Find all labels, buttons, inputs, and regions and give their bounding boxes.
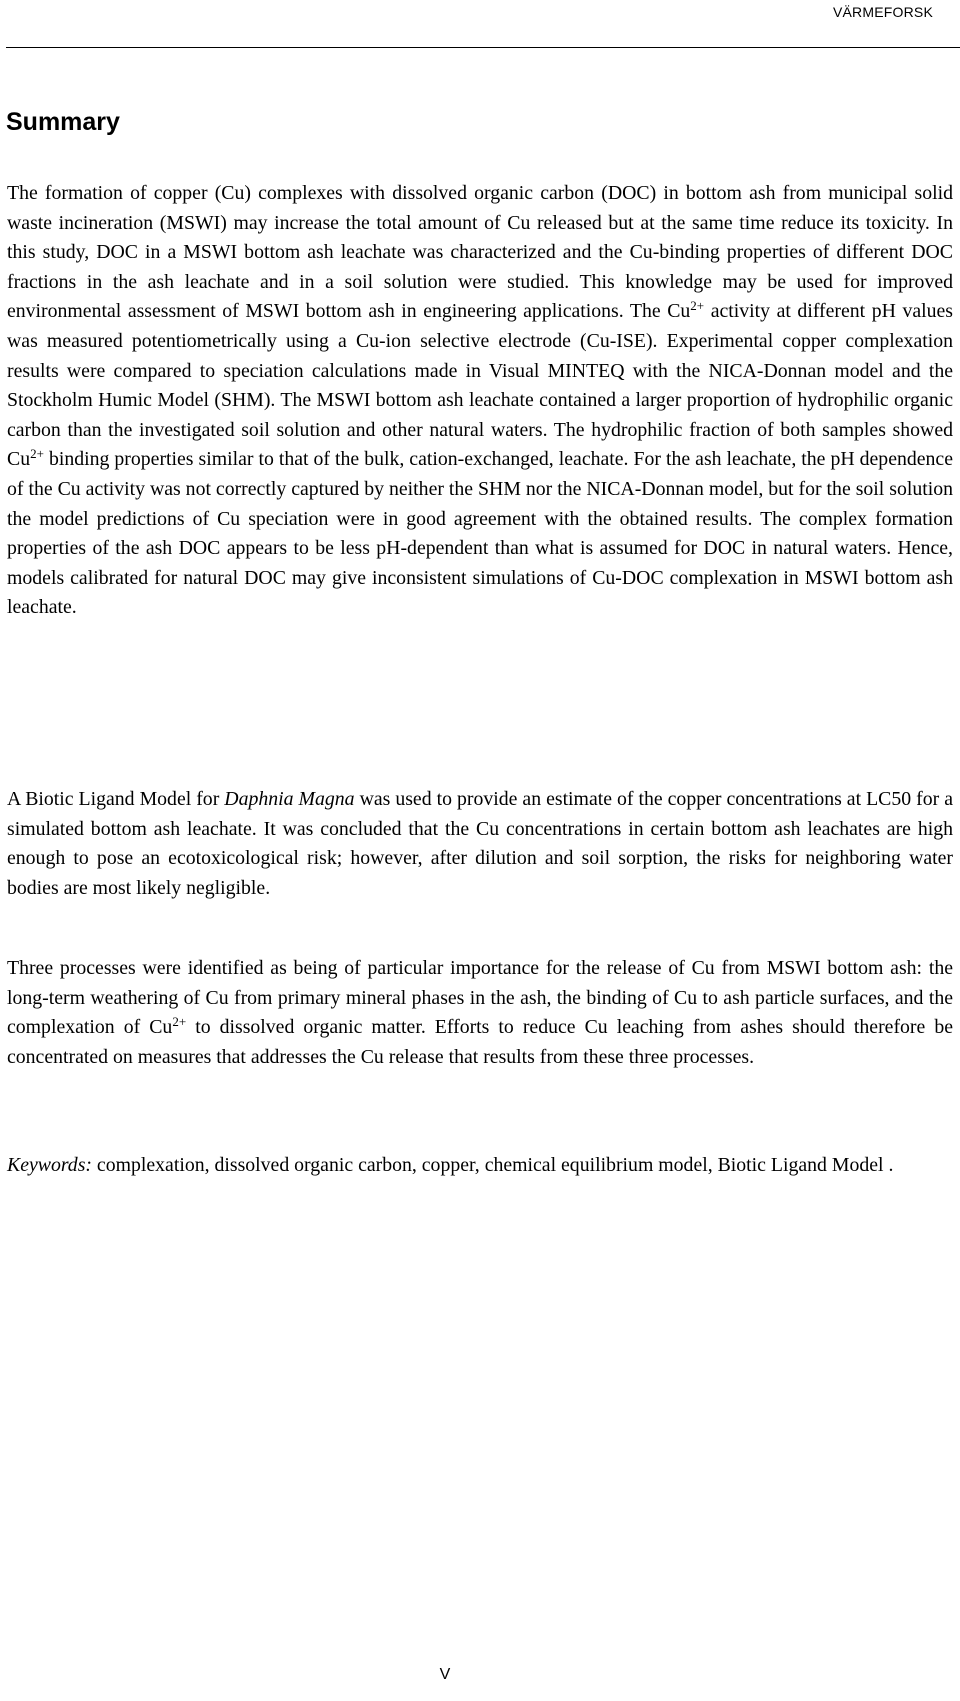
paragraph-1-text-b: activity at different pH values was measured potentiometrically using a Cu-ion selective electrode (Cu-ISE). Experimental copper complexation results were compared to speciation calculations made in Visual MINTEQ with the NICA-Donnan model and the Stockholm Humic Model (SHM). The MSWI bottom ash leachate contained a larger proportion of hydrophilic organic carbon than the investigated soil solution and other natural waters. The hydrophilic fraction of both samples showed Cu [7, 300, 953, 471]
paragraph-1-text-a: The formation of copper (Cu) complexes with dissolved organic carbon (DOC) in bottom ash from municipal solid waste incineration (MSWI) may increase the total amount of Cu released but at the same time reduce its toxicity. In this study, DOC in a MSWI bottom ash leachate was characterized and the Cu-binding properties of different DOC fractions in the ash leachate and in a soil solution were studied. This knowledge may be used for improved environmental assessment of MSWI bottom ash in engineering applications. The Cu [7, 182, 953, 323]
paragraph-2-text-a: A Biotic Ligand Model for [7, 788, 225, 810]
species-name: Daphnia Magna [224, 788, 355, 810]
keywords [7, 1151, 953, 1181]
paragraph-3-text-a: Three processes were identified as being of particular importance for the release of Cu from MSWI bottom ash: the long-term weathering of Cu from primary mineral phases in the ash, the binding of Cu to ash particle surfaces, and the complexation of Cu [7, 957, 953, 1039]
header-rule [6, 47, 960, 48]
page-header [0, 0, 960, 50]
paragraph-1 [7, 179, 953, 623]
page-number: V [439, 1666, 451, 1683]
header-label: VÄRMEFORSK [832, 4, 933, 20]
superscript-charge: 2+ [172, 1014, 187, 1030]
keywords-label: Keywords: [7, 1154, 92, 1176]
paragraph-2 [7, 785, 953, 903]
superscript-charge: 2+ [690, 298, 705, 314]
section-title: Summary [6, 108, 120, 136]
superscript-charge: 2+ [30, 446, 44, 462]
keywords-text: complexation, dissolved organic carbon, copper, chemical equilibrium model, Biotic Ligand Model . [91, 1154, 894, 1176]
paragraph-2-text-b: was used to provide an estimate of the copper concentrations at LC50 for a simulated bottom ash leachate. It was concluded that the Cu concentrations in certain bottom ash leachates are high enough to pose an ecotoxicological risk; however, after dilution and soil sorption, the risks for neighboring water bodies are most likely negligible. [7, 788, 953, 899]
paragraph-3-text-b: to dissolved organic matter. Efforts to reduce Cu leaching from ashes should therefore be concentrated on measures that addresses the Cu release that results from these three processes. [7, 1016, 954, 1068]
paragraph-3 [7, 954, 953, 1072]
paragraph-1-text-c: binding properties similar to that of the bulk, cation-exchanged, leachate. For the ash leachate, the pH dependence of the Cu activity was not correctly captured by neither the SHM nor the NICA-Donnan model, but for the soil solution the model predictions of Cu speciation were in good agreement with the obtained results. The complex formation properties of the ash DOC appears to be less pH-dependent than what is assumed for DOC in natural waters. Hence, models calibrated for natural DOC may give inconsistent simulations of Cu-DOC complexation in MSWI bottom ash leachate. [7, 448, 953, 619]
